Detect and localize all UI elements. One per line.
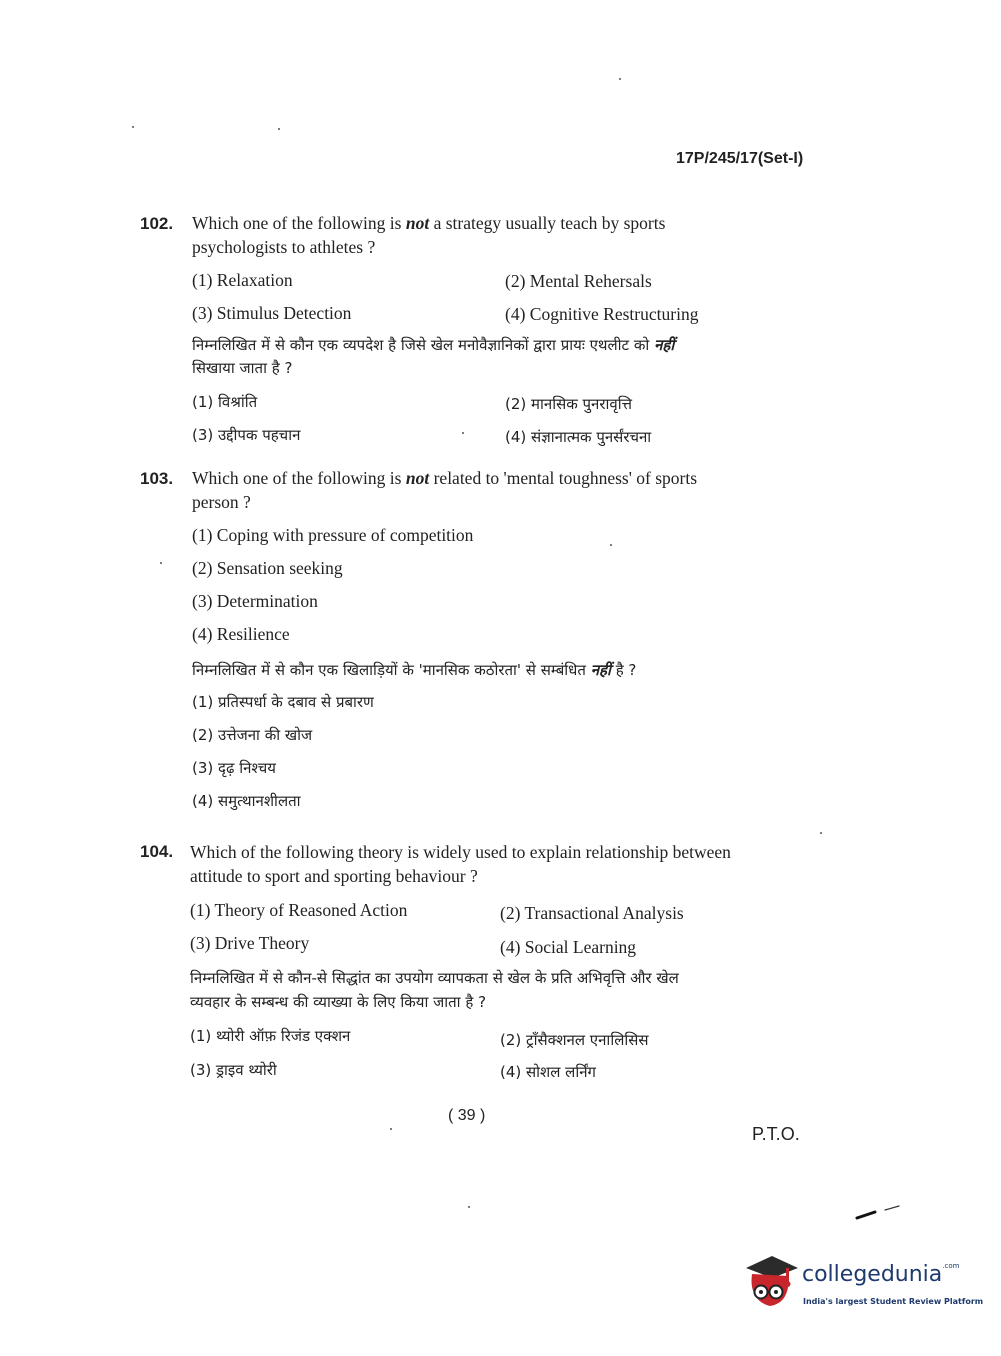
option-en-3: (3) Stimulus Detection	[192, 303, 352, 323]
option-en-1: (1) Relaxation	[192, 270, 293, 290]
mascot-logo-icon	[742, 1252, 800, 1312]
option-hi-1: (1) थ्योरी ऑफ़ रिजंड एक्शन	[190, 1027, 351, 1045]
scan-speck	[468, 1206, 470, 1208]
question-text-hi-line-2: सिखाया जाता है ?	[192, 359, 293, 377]
option-hi-3: (3) ड्राइव थ्योरी	[190, 1061, 277, 1079]
pen-mark-icon	[855, 1202, 903, 1222]
option-hi-2: (2) उत्तेजना की खोज	[192, 726, 313, 744]
option-en-2: (2) Transactional Analysis	[500, 903, 684, 923]
option-hi-4: (4) समुत्थानशीलता	[192, 792, 301, 810]
brand-tagline: India's largest Student Review Platform	[803, 1297, 984, 1306]
question-text-hi-line-1: निम्नलिखित में से कौन एक व्यपदेश है जिसे खेल मनोवैज्ञानिकों द्वारा प्रायः एथलीट को नहीं	[192, 336, 675, 354]
page-number: ( 39 )	[448, 1107, 486, 1124]
question-number: 102.	[140, 214, 174, 233]
question-text-hi-line-1: निम्नलिखित में से कौन-से सिद्धांत का उपयोग व्यापकता से खेल के प्रति अभिवृत्ति और खेल	[190, 969, 679, 987]
question-text-en-line-1: Which of the following theory is widely used to explain relationship between	[190, 842, 731, 862]
option-en-3: (3) Drive Theory	[190, 933, 310, 953]
brand-name: collegedunia$^{.com}$	[802, 1262, 960, 1287]
scan-speck	[820, 832, 822, 834]
option-en-1: (1) Coping with pressure of competition	[192, 525, 474, 545]
option-en-3: (3) Determination	[192, 591, 318, 611]
option-hi-3: (3) उद्दीपक पहचान	[192, 426, 301, 444]
question-text-en-line-2: attitude to sport and sporting behaviour ?	[190, 866, 478, 886]
question-text-hi-line-2: व्यवहार के सम्बन्ध की व्याख्या के लिए किया जाता है ?	[190, 993, 487, 1011]
option-en-4: (4) Cognitive Restructuring	[505, 304, 699, 324]
scan-speck	[390, 1128, 392, 1130]
question-text-en-line-1: Which one of the following is not related to 'mental toughness' of sports	[192, 468, 697, 488]
option-hi-2: (2) ट्रॉंसैक्शनल एनालिसिस	[500, 1031, 649, 1049]
option-en-4: (4) Social Learning	[500, 937, 637, 957]
option-hi-3: (3) दृढ़ निश्चय	[192, 759, 277, 777]
collegedunia-watermark	[742, 1250, 984, 1320]
question-text-hi-line-1: निम्नलिखित में से कौन एक खिलाड़ियों के 'मानसिक कठोरता' से सम्बंधित नहीं है ?	[192, 661, 637, 679]
option-en-1: (1) Theory of Reasoned Action	[190, 900, 408, 920]
scan-speck	[462, 432, 464, 434]
question-text-en-line-1: Which one of the following is not a strategy usually teach by sports	[192, 213, 666, 233]
scan-speck	[160, 562, 162, 564]
option-en-4: (4) Resilience	[192, 624, 290, 644]
question-number: 104.	[140, 842, 174, 861]
option-en-2: (2) Sensation seeking	[192, 558, 343, 578]
scan-speck	[610, 544, 612, 546]
question-text-en-line-2: person ?	[192, 492, 251, 512]
scan-speck	[132, 126, 134, 128]
option-hi-4: (4) सोशल लर्निंग	[500, 1063, 597, 1081]
scan-speck	[619, 78, 621, 80]
option-hi-2: (2) मानसिक पुनरावृत्ति	[505, 395, 632, 413]
pto-label: P.T.O.	[752, 1124, 800, 1144]
paper-code: 17P/245/17(Set-I)	[676, 150, 804, 167]
option-hi-1: (1) प्रतिस्पर्धा के दबाव से प्रबारण	[192, 693, 374, 711]
scan-speck	[278, 128, 280, 130]
question-number: 103.	[140, 469, 174, 488]
option-hi-4: (4) संज्ञानात्मक पुनर्संरचना	[505, 428, 652, 446]
option-en-2: (2) Mental Rehersals	[505, 271, 652, 291]
option-hi-1: (1) विश्रांति	[192, 393, 258, 411]
question-text-en-line-2: psychologists to athletes ?	[192, 237, 376, 257]
